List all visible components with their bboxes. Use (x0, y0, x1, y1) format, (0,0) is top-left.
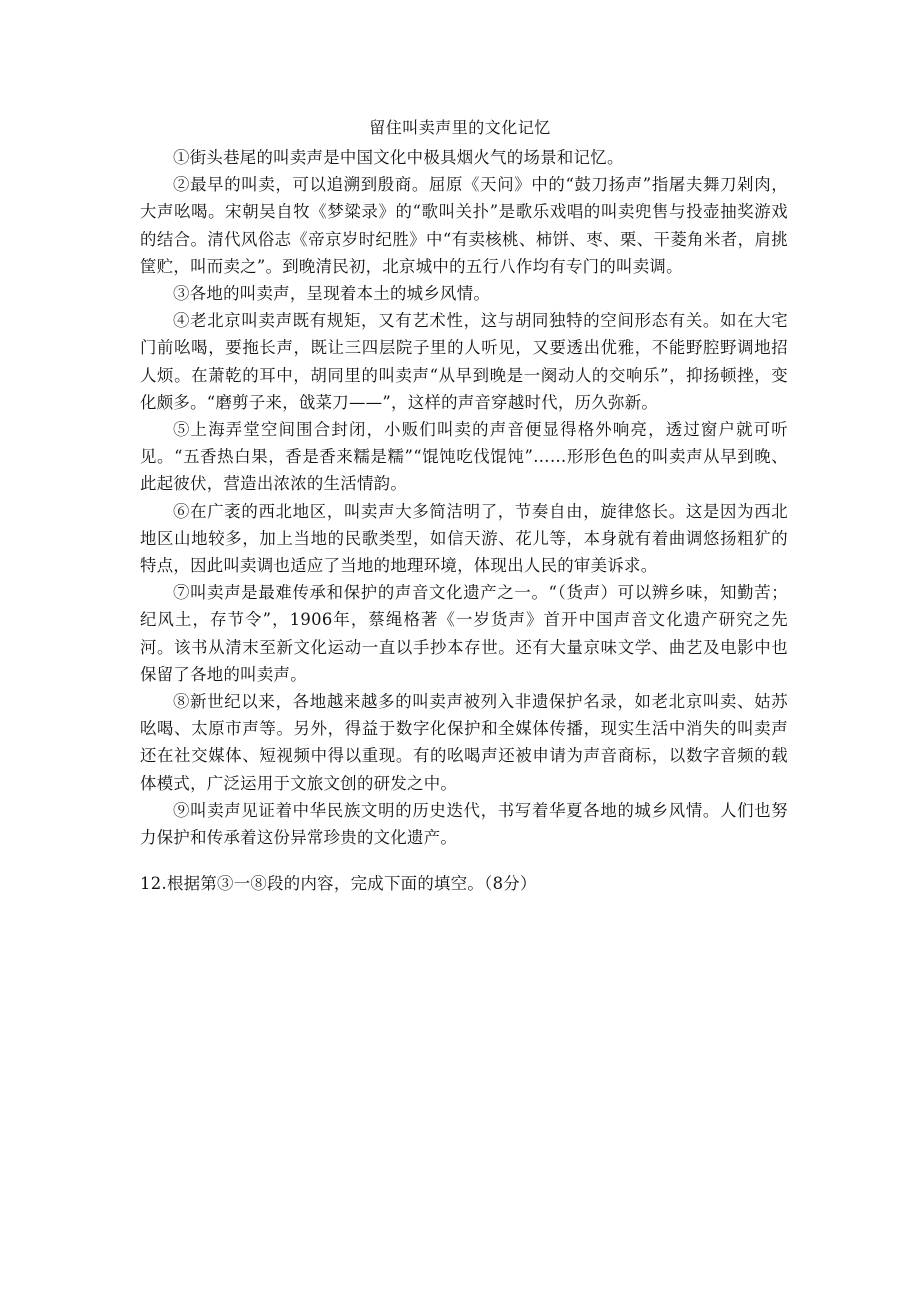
paragraph-4: ④老北京叫卖声既有规矩，又有艺术性，这与胡同独特的空间形态有关。如在大宅门前吆喝，要拖长声，既让三四层院子里的人听见，又要透出优雅，不能野腔野调地招人烦。在萧乾的耳中，胡同里的叫卖声“从早到晚是一阕动人的交响乐”，抑扬顿挫，变化颇多。“磨剪子来，戗菜刀——”，这样的声音穿越时代，历久弥新。 (140, 311, 788, 412)
paragraph-9: ⑨叫卖声见证着中华民族文明的历史迭代，书写着华夏各地的城乡风情。人们也努力保护和传承着这份异常珍贵的文化遗产。 (140, 800, 788, 848)
article-title: 留住叫卖声里的文化记忆 (369, 118, 551, 137)
paragraph-5: ⑤上海弄堂空间围合封闭，小贩们叫卖的声音便显得格外响亮，透过窗户就可听见。“五香热白果，香是香来糯是糯”“馄饨吃伐馄饨”……形形色色的叫卖声从早到晚、此起彼伏，营造出浓浓的生活情韵。 (140, 420, 788, 494)
paragraph-3: ③各地的叫卖声，呈现着本土的城乡风情。 (173, 284, 491, 304)
question-12: 12.根据第③一⑧段的内容，完成下面的填空。（8分） (140, 874, 537, 893)
article-body (140, 144, 788, 851)
paragraph-1: ①街头巷尾的叫卖声是中国文化中极具烟火气的场景和记忆。 (173, 148, 624, 167)
paragraph-7: ⑦叫卖声是最难传承和保护的声音文化遗产之一。“（货声）可以辨乡味，知勤苦；纪风土，存节令”，1906年，蔡绳格著《一岁货声》首开中国声音文化遗产研究之先河。该书从清末至新文化运动一直以手抄本存世。还有大量京味文学、曲艺及电影中也保留了各地的叫卖声。 (140, 583, 788, 684)
paragraph-6: ⑥在广袤的西北地区，叫卖声大多简洁明了，节奏自由，旋律悠长。这是因为西北地区山地较多，加上当地的民歌类型，如信天游、花儿等，本身就有着曲调悠扬粗犷的特点，因此叫卖调也适应了当地的地理环境，体现出人民的审美诉求。 (140, 501, 788, 576)
paragraph-8: ⑧新世纪以来，各地越来越多的叫卖声被列入非遗保护名录，如老北京叫卖、姑苏吆喝、太原市声等。另外，得益于数字化保护和全媒体传播，现实生活中消失的叫卖声还在社交媒体、短视频中得以重现。有的吆喝声还被申请为声音商标，以数字音频的载体模式，广泛运用于文旅文创的研发之中。 (140, 692, 788, 793)
paragraph-2: ②最早的叫卖，可以追溯到殷商。屈原《天问》中的“鼓刀扬声”指屠夫舞刀剁肉，大声吆喝。宋朝吴自牧《梦粱录》的“歌叫关扑”是歌乐戏唱的叫卖兜售与投壶抽奖游戏的结合。清代风俗志《帝京岁时纪胜》中“有卖核桃、柿饼、枣、栗、干菱角米者，肩挑筐贮，叫而卖之”。到晚清民初，北京城中的五行八作均有专门的叫卖调。 (140, 175, 788, 276)
